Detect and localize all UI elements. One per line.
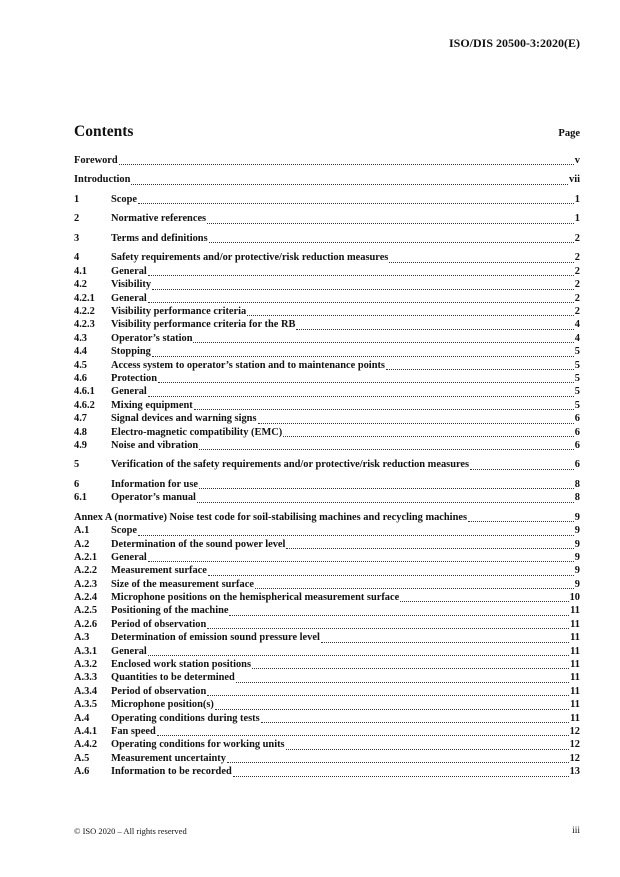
toc-entry[interactable] bbox=[74, 686, 580, 699]
toc-entry[interactable] bbox=[74, 360, 580, 373]
toc-entry-title: Scope bbox=[111, 193, 137, 205]
toc-entry-number: A.1 bbox=[74, 525, 90, 537]
toc-entry-title: Normative references bbox=[111, 213, 207, 225]
toc-entry-page: 5 bbox=[574, 399, 580, 411]
toc-entry[interactable] bbox=[74, 739, 580, 752]
toc-entry[interactable] bbox=[74, 306, 580, 319]
toc-entry[interactable] bbox=[74, 293, 580, 306]
toc-entry[interactable] bbox=[74, 346, 580, 359]
dot-leader bbox=[283, 435, 574, 437]
toc-entry-title: Information to be recorded bbox=[111, 766, 232, 778]
toc-entry[interactable] bbox=[74, 659, 580, 672]
toc-entry-title: Microphone positions on the hemispherical measurement surface bbox=[111, 592, 400, 604]
dot-leader bbox=[197, 501, 574, 503]
toc-entry-page: 6 bbox=[574, 413, 580, 425]
toc-entry-title: Protection bbox=[111, 372, 157, 384]
toc-entry-title: Mixing equipment bbox=[111, 399, 193, 411]
toc-entry-number: 4.6.2 bbox=[74, 399, 95, 411]
toc-entry-title: Period of observation bbox=[111, 685, 207, 697]
toc-entry-number: A.3.4 bbox=[74, 685, 98, 697]
toc-entry-number: 4.4 bbox=[74, 346, 87, 358]
dot-leader bbox=[152, 355, 574, 357]
toc-entry-title: Annex A (normative) Noise test code for soil-stabilising machines and recycling machines bbox=[74, 511, 468, 523]
toc-entry[interactable] bbox=[74, 479, 580, 492]
toc-entry-number: 4.2 bbox=[74, 279, 87, 291]
toc-entry[interactable] bbox=[74, 512, 580, 525]
toc-entry[interactable] bbox=[74, 386, 580, 399]
toc-entry-number: 4.8 bbox=[74, 426, 87, 438]
toc-entry-page: 9 bbox=[574, 525, 580, 537]
toc-entry-number: 5 bbox=[74, 459, 80, 471]
toc-entry-page: 4 bbox=[574, 332, 580, 344]
toc-entry[interactable] bbox=[74, 413, 580, 426]
toc-entry-title: Stopping bbox=[111, 346, 151, 358]
dot-leader bbox=[207, 222, 574, 224]
toc-entry-page: 9 bbox=[574, 578, 580, 590]
dot-leader bbox=[468, 520, 574, 522]
toc-entry-title: Microphone position(s) bbox=[111, 699, 214, 711]
toc-entry-page: 11 bbox=[570, 659, 580, 671]
toc-entry[interactable] bbox=[74, 333, 580, 346]
toc-entry-number: 4.6 bbox=[74, 372, 87, 384]
dot-leader bbox=[119, 163, 574, 165]
toc-entry-title: Measurement uncertainty bbox=[111, 752, 226, 764]
dot-leader bbox=[389, 261, 573, 263]
dot-leader bbox=[148, 301, 574, 303]
dot-leader bbox=[138, 202, 574, 204]
toc-entry-title: Fan speed bbox=[111, 725, 156, 737]
dot-leader bbox=[209, 241, 574, 243]
toc-entry-page: 8 bbox=[574, 492, 580, 504]
toc-entry[interactable] bbox=[74, 155, 580, 168]
toc-entry[interactable] bbox=[74, 440, 580, 453]
toc-entry-number: 4.3 bbox=[74, 332, 87, 344]
toc-entry-number: 6 bbox=[74, 478, 80, 490]
toc-entry[interactable] bbox=[74, 592, 580, 605]
toc-entry-title: Operator’s station bbox=[111, 332, 193, 344]
toc-entry-page: 5 bbox=[574, 372, 580, 384]
toc-entry-page: 11 bbox=[570, 712, 580, 724]
toc-entry[interactable] bbox=[74, 565, 580, 578]
toc-entry-number: 4.1 bbox=[74, 265, 87, 277]
table-of-contents bbox=[74, 155, 580, 780]
toc-entry-title: Safety requirements and/or protective/risk reduction measures bbox=[111, 252, 389, 264]
toc-entry-page: 9 bbox=[574, 538, 580, 550]
toc-entry-title: Visibility bbox=[111, 279, 152, 291]
toc-entry[interactable] bbox=[74, 713, 580, 726]
dot-leader bbox=[252, 667, 569, 669]
toc-entry-page: 2 bbox=[574, 232, 580, 244]
toc-entry[interactable] bbox=[74, 579, 580, 592]
toc-entry-number: 4 bbox=[74, 252, 80, 264]
dot-leader bbox=[215, 708, 569, 710]
toc-entry[interactable] bbox=[74, 194, 580, 207]
dot-leader bbox=[207, 627, 569, 629]
dot-leader bbox=[148, 560, 574, 562]
dot-leader bbox=[152, 288, 574, 290]
toc-entry-page: 10 bbox=[569, 592, 580, 604]
dot-leader bbox=[233, 775, 569, 777]
toc-entry[interactable] bbox=[74, 279, 580, 292]
toc-entry-title: Electro-magnetic compatibility (EMC) bbox=[111, 426, 283, 438]
dot-leader bbox=[199, 487, 574, 489]
toc-entry-number: 6.1 bbox=[74, 492, 87, 504]
toc-entry-number: 4.5 bbox=[74, 359, 87, 371]
toc-entry[interactable] bbox=[74, 400, 580, 413]
toc-entry-number: 4.7 bbox=[74, 413, 87, 425]
dot-leader bbox=[386, 368, 574, 370]
toc-entry-number: A.5 bbox=[74, 752, 90, 764]
toc-entry-title: Period of observation bbox=[111, 618, 207, 630]
toc-entry-title: Operating conditions during tests bbox=[111, 712, 260, 724]
dot-leader bbox=[400, 600, 568, 602]
dot-leader bbox=[470, 468, 574, 470]
toc-entry-title: Noise and vibration bbox=[111, 439, 199, 451]
toc-entry-title: Verification of the safety requirements and/or protective/risk reduction measures bbox=[111, 459, 470, 471]
toc-entry-title: General bbox=[111, 645, 147, 657]
toc-entry-number: A.3.3 bbox=[74, 672, 98, 684]
toc-entry-page: 5 bbox=[574, 386, 580, 398]
toc-entry-page: 2 bbox=[574, 305, 580, 317]
toc-entry-title: Terms and definitions bbox=[111, 232, 208, 244]
toc-entry[interactable] bbox=[74, 213, 580, 226]
toc-entry-title: Quantities to be determined bbox=[111, 672, 235, 684]
dot-leader bbox=[258, 422, 574, 424]
toc-entry-number: A.4.2 bbox=[74, 739, 98, 751]
toc-entry-title: Signal devices and warning signs bbox=[111, 413, 257, 425]
toc-entry-title: Size of the measurement surface bbox=[111, 578, 254, 590]
contents-heading: Contents bbox=[74, 123, 134, 140]
dot-leader bbox=[296, 328, 573, 330]
toc-entry[interactable] bbox=[74, 492, 580, 505]
toc-entry-number: A.3 bbox=[74, 632, 90, 644]
toc-entry-number: A.3.2 bbox=[74, 659, 98, 671]
toc-entry-title: Operator’s manual bbox=[111, 492, 196, 504]
toc-entry-title: Scope bbox=[111, 525, 137, 537]
page-column-label: Page bbox=[558, 128, 580, 139]
copyright-notice: © ISO 2020 – All rights reserved bbox=[74, 826, 187, 836]
toc-entry-page: 12 bbox=[569, 725, 580, 737]
toc-entry-number: A.2.1 bbox=[74, 551, 98, 563]
toc-entry[interactable] bbox=[74, 646, 580, 659]
dot-leader bbox=[148, 395, 574, 397]
toc-entry-page: 5 bbox=[574, 346, 580, 358]
toc-entry-number: 2 bbox=[74, 213, 80, 225]
dot-leader bbox=[261, 721, 570, 723]
dot-leader bbox=[321, 641, 569, 643]
toc-entry-page: 2 bbox=[574, 252, 580, 264]
toc-entry-page: 2 bbox=[574, 279, 580, 291]
toc-entry[interactable] bbox=[74, 266, 580, 279]
toc-entry-title: Visibility performance criteria for the RB bbox=[111, 319, 296, 331]
toc-entry[interactable] bbox=[74, 605, 580, 618]
toc-entry-page: 6 bbox=[574, 426, 580, 438]
dot-leader bbox=[286, 547, 573, 549]
dot-leader bbox=[157, 734, 569, 736]
toc-entry-page: 11 bbox=[570, 618, 580, 630]
toc-entry-page: 11 bbox=[570, 672, 580, 684]
toc-entry[interactable] bbox=[74, 619, 580, 632]
toc-entry[interactable] bbox=[74, 753, 580, 766]
toc-entry-title: General bbox=[111, 292, 147, 304]
toc-entry[interactable] bbox=[74, 319, 580, 332]
toc-entry-title: Access system to operator’s station and to maintenance points bbox=[111, 359, 385, 371]
toc-entry[interactable] bbox=[74, 252, 580, 265]
toc-entry-title: Operating conditions for working units bbox=[111, 739, 285, 751]
toc-entry-title: Determination of emission sound pressure level bbox=[111, 632, 320, 644]
toc-entry-page: 2 bbox=[574, 292, 580, 304]
toc-entry-number: A.2 bbox=[74, 538, 90, 550]
toc-entry-number: A.2.2 bbox=[74, 565, 98, 577]
toc-entry-page: 12 bbox=[569, 752, 580, 764]
toc-entry-title: Introduction bbox=[74, 174, 131, 186]
document-id: ISO/DIS 20500-3:2020(E) bbox=[448, 36, 580, 50]
dot-leader bbox=[193, 341, 573, 343]
toc-entry-page: 6 bbox=[574, 459, 580, 471]
toc-entry-page: 4 bbox=[574, 319, 580, 331]
toc-entry-title: General bbox=[111, 386, 147, 398]
toc-entry-page: 9 bbox=[574, 511, 580, 523]
toc-entry-title: Measurement surface bbox=[111, 565, 207, 577]
toc-entry-number: A.3.5 bbox=[74, 699, 98, 711]
toc-entry-page: 9 bbox=[574, 565, 580, 577]
toc-entry-page: 11 bbox=[570, 645, 580, 657]
toc-entry[interactable] bbox=[74, 699, 580, 712]
toc-entry-number: A.2.6 bbox=[74, 618, 98, 630]
dot-leader bbox=[207, 694, 569, 696]
dot-leader bbox=[255, 587, 574, 589]
toc-entry-page: 1 bbox=[574, 213, 580, 225]
toc-entry[interactable] bbox=[74, 726, 580, 739]
dot-leader bbox=[199, 448, 574, 450]
toc-entry-page: 2 bbox=[574, 265, 580, 277]
toc-entry-title: Visibility performance criteria bbox=[111, 305, 247, 317]
toc-entry-page: 1 bbox=[574, 193, 580, 205]
dot-leader bbox=[148, 274, 574, 276]
toc-entry-page: 5 bbox=[574, 359, 580, 371]
toc-entry[interactable] bbox=[74, 766, 580, 779]
toc-entry-number: A.2.3 bbox=[74, 578, 98, 590]
dot-leader bbox=[158, 381, 574, 383]
toc-entry-title: General bbox=[111, 265, 147, 277]
dot-leader bbox=[247, 314, 574, 316]
toc-entry-title: Enclosed work station positions bbox=[111, 659, 252, 671]
toc-entry-number: A.2.5 bbox=[74, 605, 98, 617]
toc-entry-page: 13 bbox=[569, 766, 580, 778]
toc-entry-number: 4.2.3 bbox=[74, 319, 95, 331]
toc-entry-number: A.3.1 bbox=[74, 645, 98, 657]
toc-entry-page: 8 bbox=[574, 478, 580, 490]
toc-entry[interactable] bbox=[74, 427, 580, 440]
toc-entry-page: 6 bbox=[574, 439, 580, 451]
toc-entry[interactable] bbox=[74, 373, 580, 386]
toc-entry-number: 4.2.2 bbox=[74, 305, 95, 317]
toc-entry-page: 11 bbox=[570, 699, 580, 711]
toc-entry-number: A.4 bbox=[74, 712, 90, 724]
dot-leader bbox=[227, 761, 569, 763]
toc-entry-page: 11 bbox=[570, 685, 580, 697]
toc-entry-page: 11 bbox=[570, 632, 580, 644]
toc-entry-title: Positioning of the machine bbox=[111, 605, 229, 617]
toc-entry-number: A.4.1 bbox=[74, 725, 98, 737]
dot-leader bbox=[148, 654, 569, 656]
dot-leader bbox=[208, 574, 574, 576]
dot-leader bbox=[236, 681, 569, 683]
toc-entry-title: Foreword bbox=[74, 155, 118, 166]
toc-entry-number: 4.6.1 bbox=[74, 386, 95, 398]
toc-entry-title: Information for use bbox=[111, 478, 198, 490]
toc-entry-number: A.6 bbox=[74, 766, 90, 778]
toc-entry[interactable] bbox=[74, 174, 580, 187]
dot-leader bbox=[138, 534, 574, 536]
toc-entry-page: v bbox=[574, 155, 580, 166]
toc-entry[interactable] bbox=[74, 233, 580, 246]
toc-entry[interactable] bbox=[74, 539, 580, 552]
dot-leader bbox=[286, 748, 569, 750]
toc-entry-number: 4.2.1 bbox=[74, 292, 95, 304]
toc-entry-page: vii bbox=[569, 174, 580, 186]
page-number: iii bbox=[572, 826, 580, 836]
toc-entry-title: General bbox=[111, 551, 147, 563]
dot-leader bbox=[131, 183, 568, 185]
dot-leader bbox=[194, 408, 574, 410]
toc-entry[interactable] bbox=[74, 552, 580, 565]
toc-entry-number: 3 bbox=[74, 232, 80, 244]
toc-entry[interactable] bbox=[74, 632, 580, 645]
toc-entry-page: 9 bbox=[574, 551, 580, 563]
dot-leader bbox=[229, 614, 569, 616]
toc-entry-number: A.2.4 bbox=[74, 592, 98, 604]
toc-entry-title: Determination of the sound power level bbox=[111, 538, 286, 550]
toc-entry[interactable] bbox=[74, 672, 580, 685]
toc-entry[interactable] bbox=[74, 459, 580, 472]
toc-entry-page: 11 bbox=[570, 605, 580, 617]
toc-entry-number: 1 bbox=[74, 193, 80, 205]
toc-entry[interactable] bbox=[74, 525, 580, 538]
toc-entry-page: 12 bbox=[569, 739, 580, 751]
toc-entry-number: 4.9 bbox=[74, 439, 87, 451]
